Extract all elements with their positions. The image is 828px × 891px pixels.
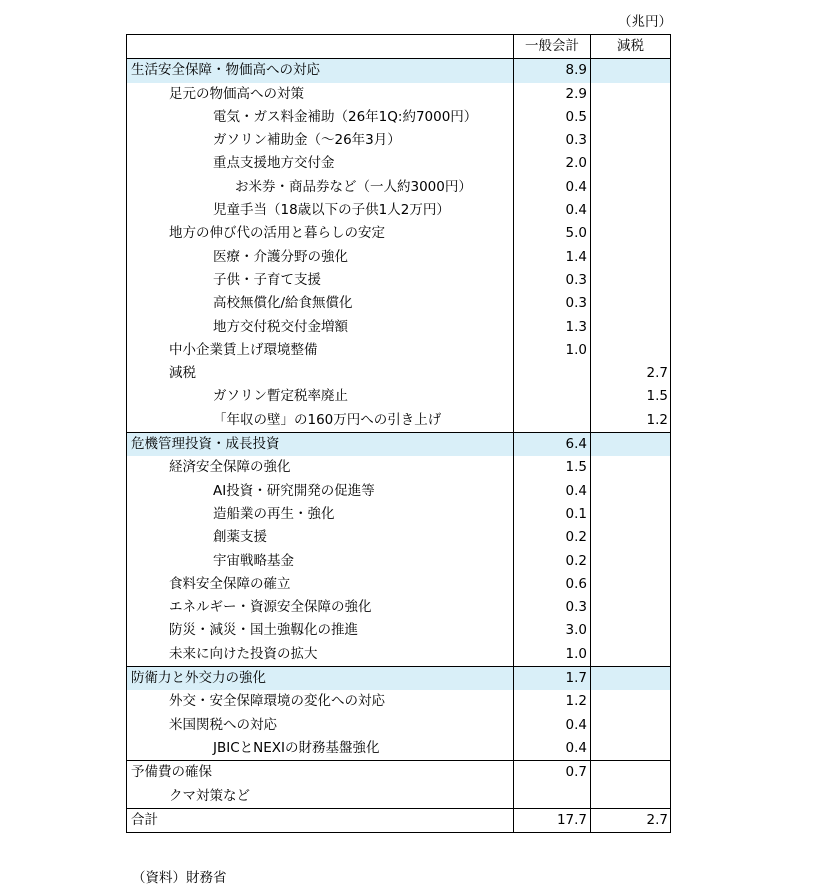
row-label: 足元の物価高への対策 [169,85,304,102]
general-account-value: 1.3 [514,316,591,339]
row-label: 予備費の確保 [131,764,212,781]
tax-cut-value [591,619,671,642]
row-label-cell [127,643,514,667]
table-row [127,456,671,479]
general-account-value: 1.2 [514,690,591,713]
row-label-cell [127,385,514,408]
general-account-value: 1.0 [514,643,591,667]
general-account-value: 0.4 [514,480,591,503]
section-row [127,59,671,83]
row-label-cell [127,456,514,479]
row-label-cell [127,59,514,83]
row-label-cell [127,550,514,573]
row-label-cell [127,667,514,691]
row-label-cell [127,199,514,222]
row-label-cell [127,129,514,152]
row-label: 高校無償化/給食無償化 [213,295,353,312]
source-note: （資料）財務省 [132,870,227,886]
table-row [127,269,671,292]
tax-cut-value [591,503,671,526]
general-account-value [514,409,591,433]
row-label: 経済安全保障の強化 [169,459,291,476]
tax-cut-value [591,480,671,503]
row-label: 地方交付税交付金増額 [213,318,348,335]
row-label: エネルギー・資源安全保障の強化 [169,599,372,616]
row-label: 宇宙戦略基金 [213,552,294,569]
row-label-cell [127,596,514,619]
table-row [127,526,671,549]
row-label: 食料安全保障の確立 [169,575,291,592]
tax-cut-value [591,269,671,292]
row-label: 防衛力と外交力の強化 [131,670,266,687]
tax-cut-value [591,316,671,339]
unit-label: （兆円） [618,14,672,30]
table-header-row [127,35,671,59]
row-label-cell [127,316,514,339]
table-row [127,362,671,385]
table-row [127,129,671,152]
total-general-value: 17.7 [514,808,591,832]
tax-cut-value [591,129,671,152]
general-account-value: 1.0 [514,339,591,362]
table-row [127,550,671,573]
row-label: お米券・商品券など（一人約3000円） [235,178,472,195]
tax-cut-value [591,667,671,691]
tax-cut-value [591,761,671,785]
table-row [127,737,671,761]
budget-table [126,34,671,833]
general-account-value: 0.4 [514,199,591,222]
row-label: 防災・減災・国土強靱化の推進 [169,622,358,639]
tax-cut-value [591,714,671,737]
table-row [127,643,671,667]
tax-cut-value [591,785,671,809]
row-label-cell [127,714,514,737]
total-row [127,808,671,832]
row-label-cell [127,106,514,129]
tax-cut-value [591,152,671,175]
row-label-cell [127,737,514,761]
header-tax-cut: 減税 [591,35,671,59]
row-label-cell [127,176,514,199]
row-label: 造船業の再生・強化 [213,505,335,522]
general-account-value: 0.3 [514,596,591,619]
table-row [127,246,671,269]
row-label: 医療・介護分野の強化 [213,248,348,265]
general-account-value: 1.4 [514,246,591,269]
row-label: 外交・安全保障環境の変化への対応 [169,693,385,710]
tax-cut-value [591,246,671,269]
general-account-value: 0.3 [514,292,591,315]
row-label-cell [127,269,514,292]
row-label: 子供・子育て支援 [213,271,321,288]
general-account-value: 1.7 [514,667,591,691]
row-label-cell [127,573,514,596]
row-label: 未来に向けた投資の拡大 [169,645,318,662]
row-label-cell [127,503,514,526]
table-row [127,292,671,315]
section-row [127,761,671,785]
row-label: ガソリン補助金（～26年3月） [213,132,401,149]
tax-cut-value [591,59,671,83]
row-label: 減税 [169,365,196,382]
tax-cut-value [591,339,671,362]
table-row [127,690,671,713]
table-row [127,152,671,175]
total-label-text: 合計 [131,811,158,828]
general-account-value: 1.5 [514,456,591,479]
row-label-cell [127,292,514,315]
row-label: 電気・ガス料金補助（26年1Q:約7000円） [213,108,478,125]
row-label-cell [127,362,514,385]
general-account-value: 0.6 [514,573,591,596]
row-label-cell [127,152,514,175]
table-row [127,339,671,362]
general-account-value: 0.2 [514,550,591,573]
row-label-cell [127,409,514,433]
row-label-cell [127,83,514,106]
tax-cut-value [591,176,671,199]
table-row [127,480,671,503]
tax-cut-value [591,737,671,761]
row-label: 創薬支援 [213,529,267,546]
general-account-value: 8.9 [514,59,591,83]
tax-cut-value [591,199,671,222]
general-account-value: 0.7 [514,761,591,785]
tax-cut-value [591,643,671,667]
row-label-cell [127,761,514,785]
header-label-cell [127,35,514,59]
row-label-cell [127,619,514,642]
general-account-value: 0.5 [514,106,591,129]
tax-cut-value: 1.5 [591,385,671,408]
row-label: 児童手当（18歳以下の子供1人2万円） [213,202,450,219]
tax-cut-value [591,550,671,573]
row-label: AI投資・研究開発の促進等 [213,482,375,499]
table-row [127,83,671,106]
row-label-cell [127,690,514,713]
general-account-value: 0.4 [514,176,591,199]
section-row [127,433,671,457]
row-label-cell [127,222,514,245]
table-row [127,199,671,222]
table-row [127,316,671,339]
general-account-value [514,362,591,385]
table-row [127,714,671,737]
table-row [127,106,671,129]
general-account-value [514,785,591,809]
tax-cut-value [591,222,671,245]
row-label-cell [127,526,514,549]
general-account-value: 2.9 [514,83,591,106]
general-account-value: 0.3 [514,129,591,152]
total-label [127,808,514,832]
table-row [127,503,671,526]
tax-cut-value [591,292,671,315]
table-row [127,409,671,433]
row-label-cell [127,246,514,269]
row-label: 危機管理投資・成長投資 [131,436,280,453]
row-label-cell [127,433,514,457]
tax-cut-value: 1.2 [591,409,671,433]
general-account-value [514,385,591,408]
table-row [127,222,671,245]
general-account-value: 0.2 [514,526,591,549]
general-account-value: 0.4 [514,737,591,761]
row-label: 米国関税への対応 [169,716,277,733]
row-label: 生活安全保障・物価高への対応 [131,62,320,79]
table-row [127,619,671,642]
row-label: 「年収の壁」の160万円への引き上げ [213,411,442,428]
table-row [127,573,671,596]
table-row [127,596,671,619]
general-account-value: 2.0 [514,152,591,175]
general-account-value: 6.4 [514,433,591,457]
row-label-cell [127,480,514,503]
tax-cut-value [591,573,671,596]
table-row [127,176,671,199]
row-label: 重点支援地方交付金 [213,155,335,172]
general-account-value: 0.3 [514,269,591,292]
tax-cut-value [591,83,671,106]
row-label: 地方の伸び代の活用と暮らしの安定 [169,225,385,242]
row-label: クマ対策など [169,787,250,804]
header-general-account: 一般会計 [514,35,591,59]
tax-cut-value [591,433,671,457]
tax-cut-value [591,526,671,549]
row-label: ガソリン暫定税率廃止 [213,388,348,405]
general-account-value: 3.0 [514,619,591,642]
tax-cut-value [591,596,671,619]
row-label: 中小企業賃上げ環境整備 [169,341,318,358]
table-row [127,785,671,809]
general-account-value: 0.4 [514,714,591,737]
tax-cut-value [591,690,671,713]
tax-cut-value: 2.7 [591,362,671,385]
tax-cut-value [591,106,671,129]
table-row [127,385,671,408]
general-account-value: 0.1 [514,503,591,526]
tax-cut-value [591,456,671,479]
row-label-cell [127,339,514,362]
row-label: JBICとNEXIの財務基盤強化 [213,739,380,756]
section-row [127,667,671,691]
general-account-value: 5.0 [514,222,591,245]
total-tax-value: 2.7 [591,808,671,832]
row-label-cell [127,785,514,809]
